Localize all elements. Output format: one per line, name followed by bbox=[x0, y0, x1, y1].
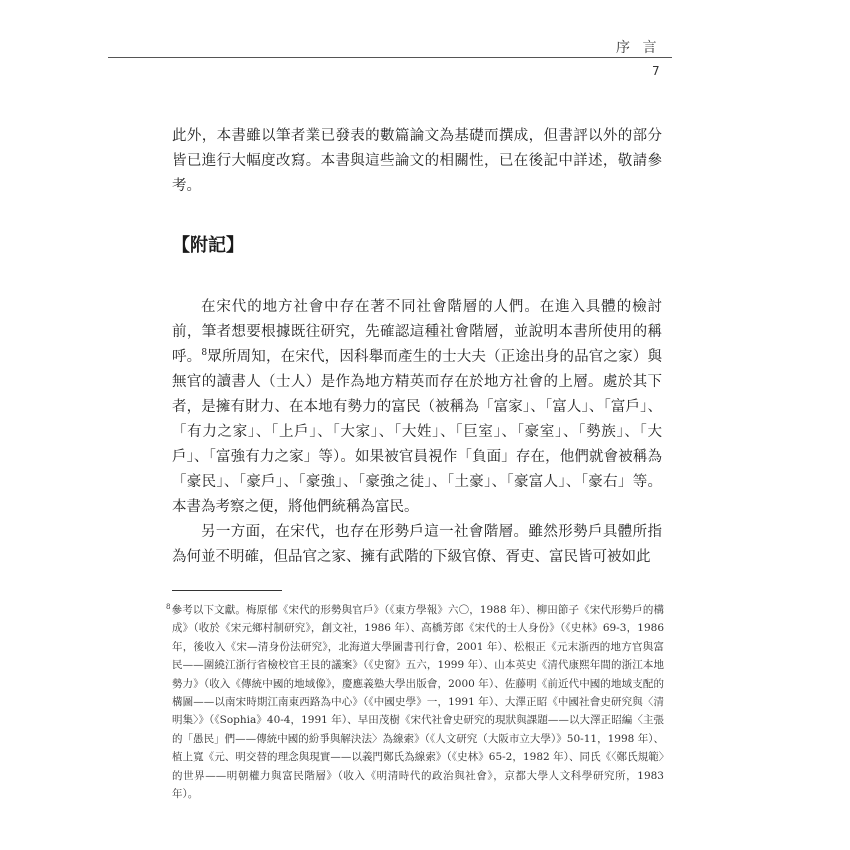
intro-paragraph: 此外，本書雖以筆者業已發表的數篇論文為基礎而撰成，但書評以外的部分皆已進行大幅度改寫。本書與這些論文的相關性，已在後記中詳述，敬請參考。 bbox=[172, 128, 662, 194]
body-paragraph-2: 另一方面，在宋代，也存在形勢戶這一社會階層。雖然形勢戶具體所指為何並不明確，但品官之家、擁有武階的下級官僚、胥吏、富民皆可被如此 bbox=[172, 524, 662, 565]
page-number: 7 bbox=[652, 64, 660, 78]
footnote-reference[interactable]: 8 bbox=[201, 348, 208, 359]
page-header bbox=[0, 0, 850, 80]
section-heading: 【附記】 bbox=[172, 235, 244, 256]
body-text bbox=[172, 295, 662, 570]
body-paragraph-1 bbox=[172, 295, 662, 520]
footnote-mark: 8 bbox=[166, 602, 171, 611]
body-paragraph-1-part-a: 在宋代的地方社會中存在著不同社會階層的人們。在進入具體的檢討前，筆者想要根據既往研究，先確認這種社會階層，並說明本書所使用的稱呼。 bbox=[172, 299, 662, 365]
footnote-text: 參考以下文獻。梅原郁《宋代的形勢與官戶》（《東方學報》六〇，1988 年）、柳田節子《宋代形勢戶的構成》（收於《宋元鄉村制研究》，創文社，1986 年）、高橋芳郎《宋代的士人身份》（《史林》69-3，1986 年，後收入《宋—清身份法研究》，北海道大學圖書刊行會，2001 年）、松根正《元末浙西的地方官與富民——圍繞江浙行省檢校官王艮的議案》（《史窗》五六，1999 年）、山本英史《清代康熙年間的浙江本地勢力》（收入《傳統中國的地域像》，慶應義塾大學出版會，2000 年）、佐藤明《前近代中國的地域支配的構圖——以南宋時期江南東西路為中心》（《中國史學》一，1991 年）、大澤正昭《中國社會史研究與〈清明集〉》（《Sophia》40-4，1991 年）、早田茂樹《宋代社會史研究的現狀與課題——以大澤正昭編〈主張的「愚民」們——傳統中國的紛爭與解決法〉為線索》（《人文研究（大阪市立大學）》50-11，1998 年）、植上寬《元、明交替的理念與現實——以義門鄭氏為線索》（《史林》65-2，1982 年）、同氏《〈鄭氏規範〉的世界——明朝權力與富民階層》（收入《明清時代的政治與社會》，京都大學人文科學研究所，1983 年）。 bbox=[171, 604, 664, 801]
footnote-rule bbox=[172, 590, 282, 591]
footnote bbox=[166, 601, 664, 803]
intro-block bbox=[172, 124, 662, 199]
running-head: 序 言 bbox=[616, 40, 661, 56]
body-paragraph-1-part-b: 眾所周知，在宋代，因科舉而產生的士大夫（正途出身的品官之家）與無官的讀書人（士人）是作為地方精英而存在於地方社會的上層。處於其下者，是擁有財力、在本地有勢力的富民（被稱為「富家」、「富人」、「富戶」、「有力之家」、「上戶」、「大家」、「大姓」、「巨室」、「豪室」、「勢族」、「大戶」、「富強有力之家」等）。如果被官員視作「負面」存在，他們就會被稱為「豪民」、「豪戶」、「豪強」、「豪強之徒」、「土豪」、「豪富人」、「豪右」等。本書為考察之便，將他們統稱為富民。 bbox=[172, 349, 663, 515]
header-rule bbox=[108, 57, 672, 58]
